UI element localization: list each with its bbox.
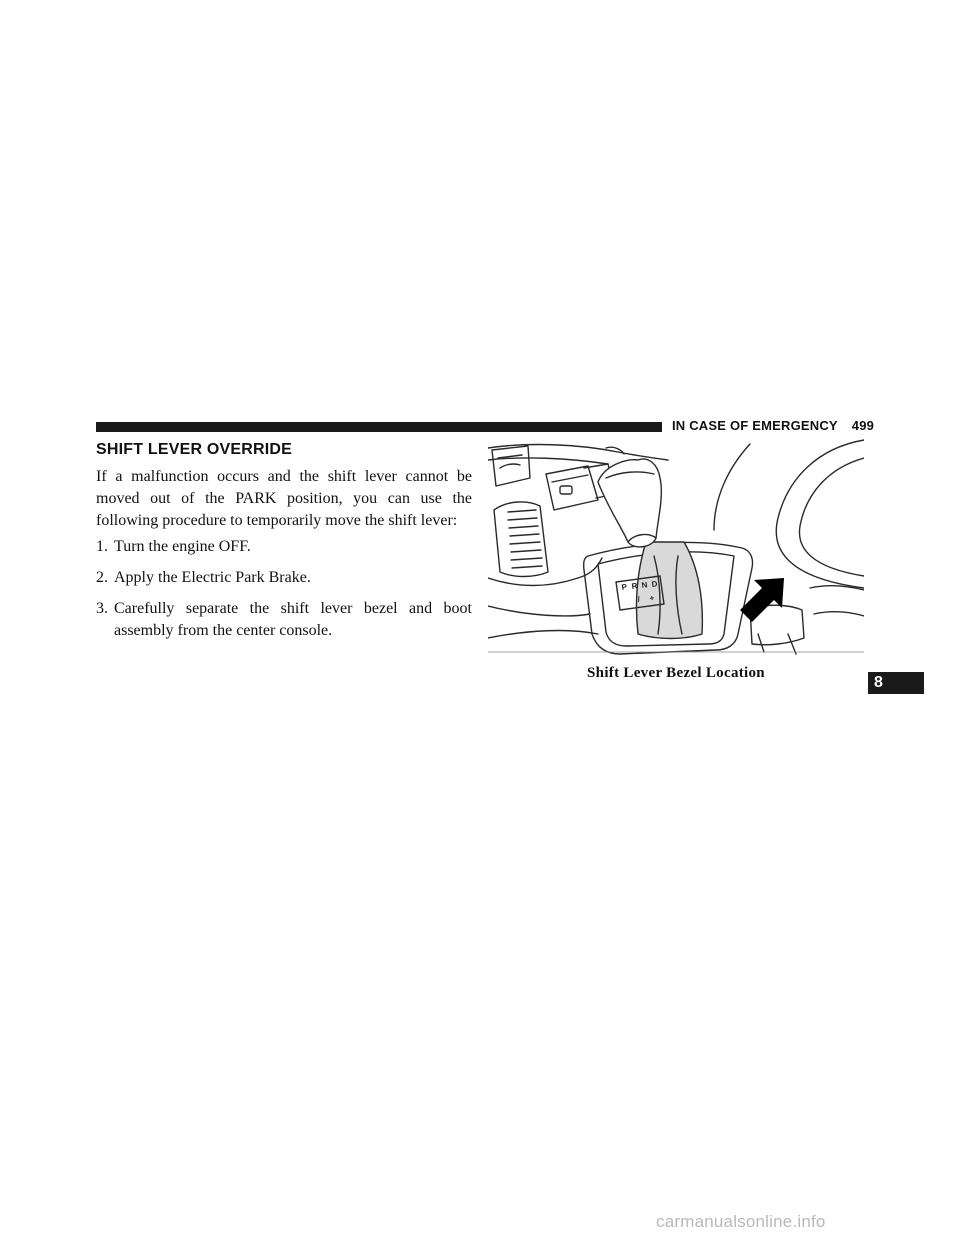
step-text: Carefully separate the shift lever bezel and boot assembly from the center console.	[114, 600, 472, 639]
figure-caption: Shift Lever Bezel Location	[587, 665, 765, 681]
gear-letter: D	[651, 579, 659, 589]
procedure-steps	[96, 536, 472, 651]
step-text: Apply the Electric Park Brake.	[114, 569, 311, 586]
gear-letter: N	[641, 580, 649, 590]
gear-letter: R	[631, 581, 639, 591]
page-number: 499	[851, 418, 875, 433]
gear-letter: +	[649, 593, 655, 603]
section-title: SHIFT LEVER OVERRIDE	[96, 441, 293, 458]
step-number: 3.	[96, 600, 108, 617]
running-head-section: IN CASE OF EMERGENCY	[672, 418, 838, 433]
step-item	[96, 536, 472, 558]
shift-lever-illustration	[488, 438, 864, 659]
gear-letter: P	[621, 582, 628, 592]
intro-paragraph: If a malfunction occurs and the shift lever cannot be moved out of the PARK position, you can use the following procedure to temporarily move the shift lever:	[96, 468, 472, 529]
watermark: carmanualsonline.info	[656, 1212, 826, 1231]
step-item	[96, 567, 472, 589]
gear-letter: /	[637, 594, 641, 604]
step-item	[96, 598, 472, 642]
step-number: 2.	[96, 569, 108, 586]
step-text: Turn the engine OFF.	[114, 538, 251, 555]
chapter-tab: 8	[868, 672, 924, 694]
step-number: 1.	[96, 538, 108, 555]
header-rule	[96, 422, 662, 432]
running-head	[672, 418, 874, 433]
